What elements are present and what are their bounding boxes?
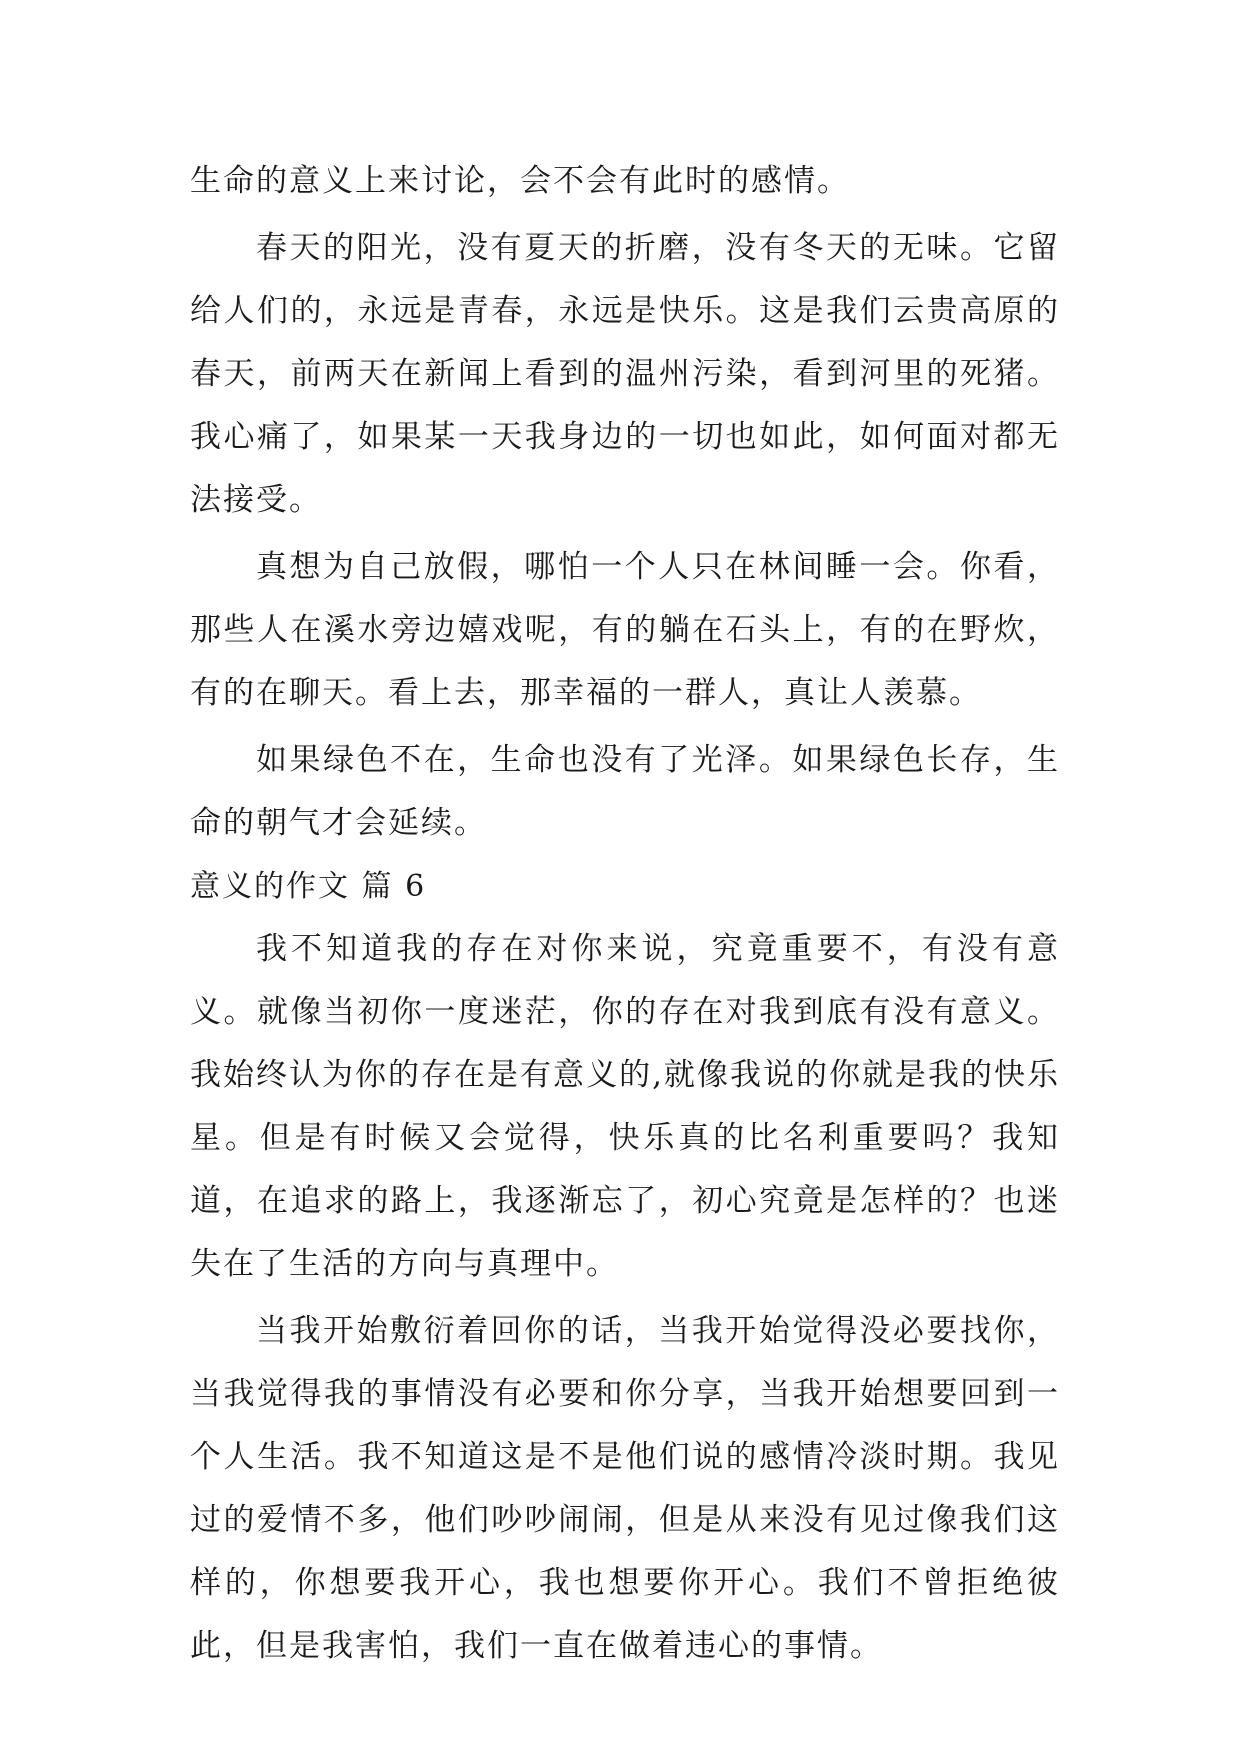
paragraph-green: 如果绿色不在，生命也没有了光泽。如果绿色长存，生命的朝气才会延续。: [190, 742, 1060, 841]
paragraph-vacation: 真想为自己放假，哪怕一个人只在林间睡一会。你看，那些人在溪水旁边嬉戏呢，有的躺在石头上，有的在野炊，有的在聊天。看上去，那幸福的一群人，真让人羡慕。: [190, 549, 1060, 711]
paragraph-spring-sunshine: 春天的阳光，没有夏天的折磨，没有冬天的无味。它留给人们的，永远是青春，永远是快乐。这是我们云贵高原的春天，前两天在新闻上看到的温州污染，看到河里的死猪。我心痛了，如果某一天我身边的一切也如此，如何面对都无法接受。: [190, 230, 1060, 518]
paragraph-existence: 我不知道我的存在对你来说，究竟重要不，有没有意义。就像当初你一度迷茫，你的存在对我到底有没有意义。我始终认为你的存在是有意义的,就像我说的你就是我的快乐星。但是有时候又会觉得，快乐真的比名利重要吗？我知道，在追求的路上，我逐渐忘了，初心究竟是怎样的？也迷失在了生活的方向与真理中。: [190, 931, 1060, 1282]
paragraph-perfunctory: 当我开始敷衍着回你的话，当我开始觉得没必要找你，当我觉得我的事情没有必要和你分享，当我开始想要回到一个人生活。我不知道这是不是他们说的感情冷淡时期。我见过的爱情不多，他们吵吵闹闹，但是从来没有见过像我们这样的，你想要我开心，我也想要你开心。我们不曾拒绝彼此，但是我害怕，我们一直在做着违心的事情。: [190, 1313, 1060, 1664]
continuation-paragraph: 生命的意义上来讨论，会不会有此时的感情。: [190, 163, 850, 199]
section-heading: 意义的作文 篇 6: [190, 869, 427, 904]
document-page: [190, 150, 1060, 1678]
